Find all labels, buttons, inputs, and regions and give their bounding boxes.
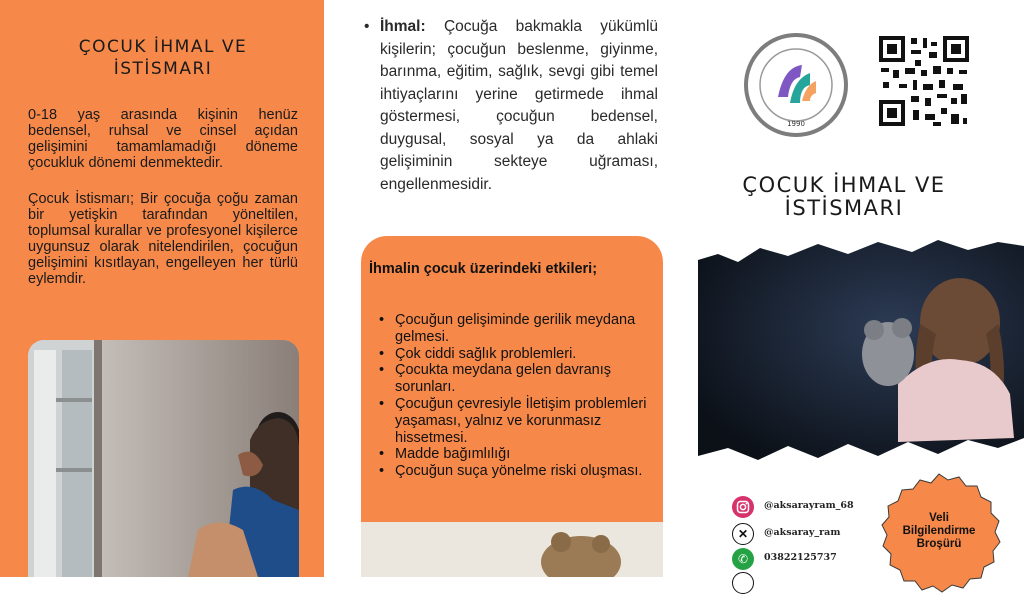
left-panel xyxy=(0,0,324,577)
phone-icon: ✆ xyxy=(732,548,754,570)
logo-year: 1990 xyxy=(787,120,805,128)
scared-girl-photo xyxy=(698,234,1024,464)
abuse-definition: Çocuk İstismarı; Bir çocuğa çoğu zaman bir yetişkin tarafından yöneltilen, toplumsal kurallar ve profesyonel kişilerce uygunsuz olarak nitelendirilen, çocuğun gelişimini kısıtlayan, engelleyen her türlü eylemdir. xyxy=(28,191,298,287)
effects-heading: İhmalin çocuk üzerindeki etkileri; xyxy=(369,261,598,277)
instagram-handle: @aksarayram_68 xyxy=(764,500,854,511)
list-item: • Madde bağımlılığı xyxy=(379,446,663,463)
web-contact[interactable] xyxy=(732,572,882,594)
x-icon: ✕ xyxy=(732,523,754,545)
list-item: • Çocukta meydana gelen davranış sorunları. xyxy=(379,362,663,396)
neglect-definition: • İhmal: Çocuğa bakmakla yükümlü kişilerin; çocuğun beslenme, giyinme, barınma, eğitim, sağlık, sevgi gibi temel ihtiyaçlarını yerine getirmede ihmal göstermesi, çocuğun bedensel, duygusal, sosyal ya da ahlaki gelişiminin sekteye uğraması, engellenmesidir. xyxy=(362,16,658,196)
sad-child-photo xyxy=(28,340,299,577)
badge-text: Veli Bilgilendirme Broşürü xyxy=(902,512,976,550)
list-item: • Çocuğun gelişiminde gerilik meydana gelmesi. xyxy=(379,312,663,346)
globe-icon xyxy=(732,572,754,594)
list-item: • Çok ciddi sağlık problemleri. xyxy=(379,346,663,363)
x-contact[interactable] xyxy=(732,523,882,545)
left-title: ÇOCUK İHMAL VE İSTİSMARI xyxy=(78,37,248,79)
teddy-bear-photo xyxy=(361,522,663,577)
list-item: • Çocuğun suça yönelme riski oluşması. xyxy=(379,463,663,480)
phone-number: 03822125737 xyxy=(764,552,837,563)
phone-contact[interactable] xyxy=(732,548,882,570)
neglect-definition-list xyxy=(362,16,658,196)
list-item: • Çocuğun çevresiyle İletişim problemleri yaşaması, yalnız ve korunmasız hissetmesi. xyxy=(379,396,663,446)
instagram-contact[interactable] xyxy=(732,496,882,518)
instagram-icon xyxy=(732,496,754,518)
right-title: ÇOCUK İHMAL VE İSTİSMARI xyxy=(742,173,946,220)
neglect-term: İhmal: xyxy=(380,18,426,35)
childhood-definition: 0-18 yaş arasında kişinin henüz bedensel, ruhsal ve cinsel açıdan gelişimini tamamlamadığı döneme çocukluk dönemi denmektedir. xyxy=(28,107,298,171)
x-handle: @aksaray_ram xyxy=(764,527,841,538)
effects-list xyxy=(379,312,663,480)
qr-code[interactable] xyxy=(877,34,971,128)
ram-logo xyxy=(744,27,848,143)
effects-box xyxy=(361,236,663,577)
